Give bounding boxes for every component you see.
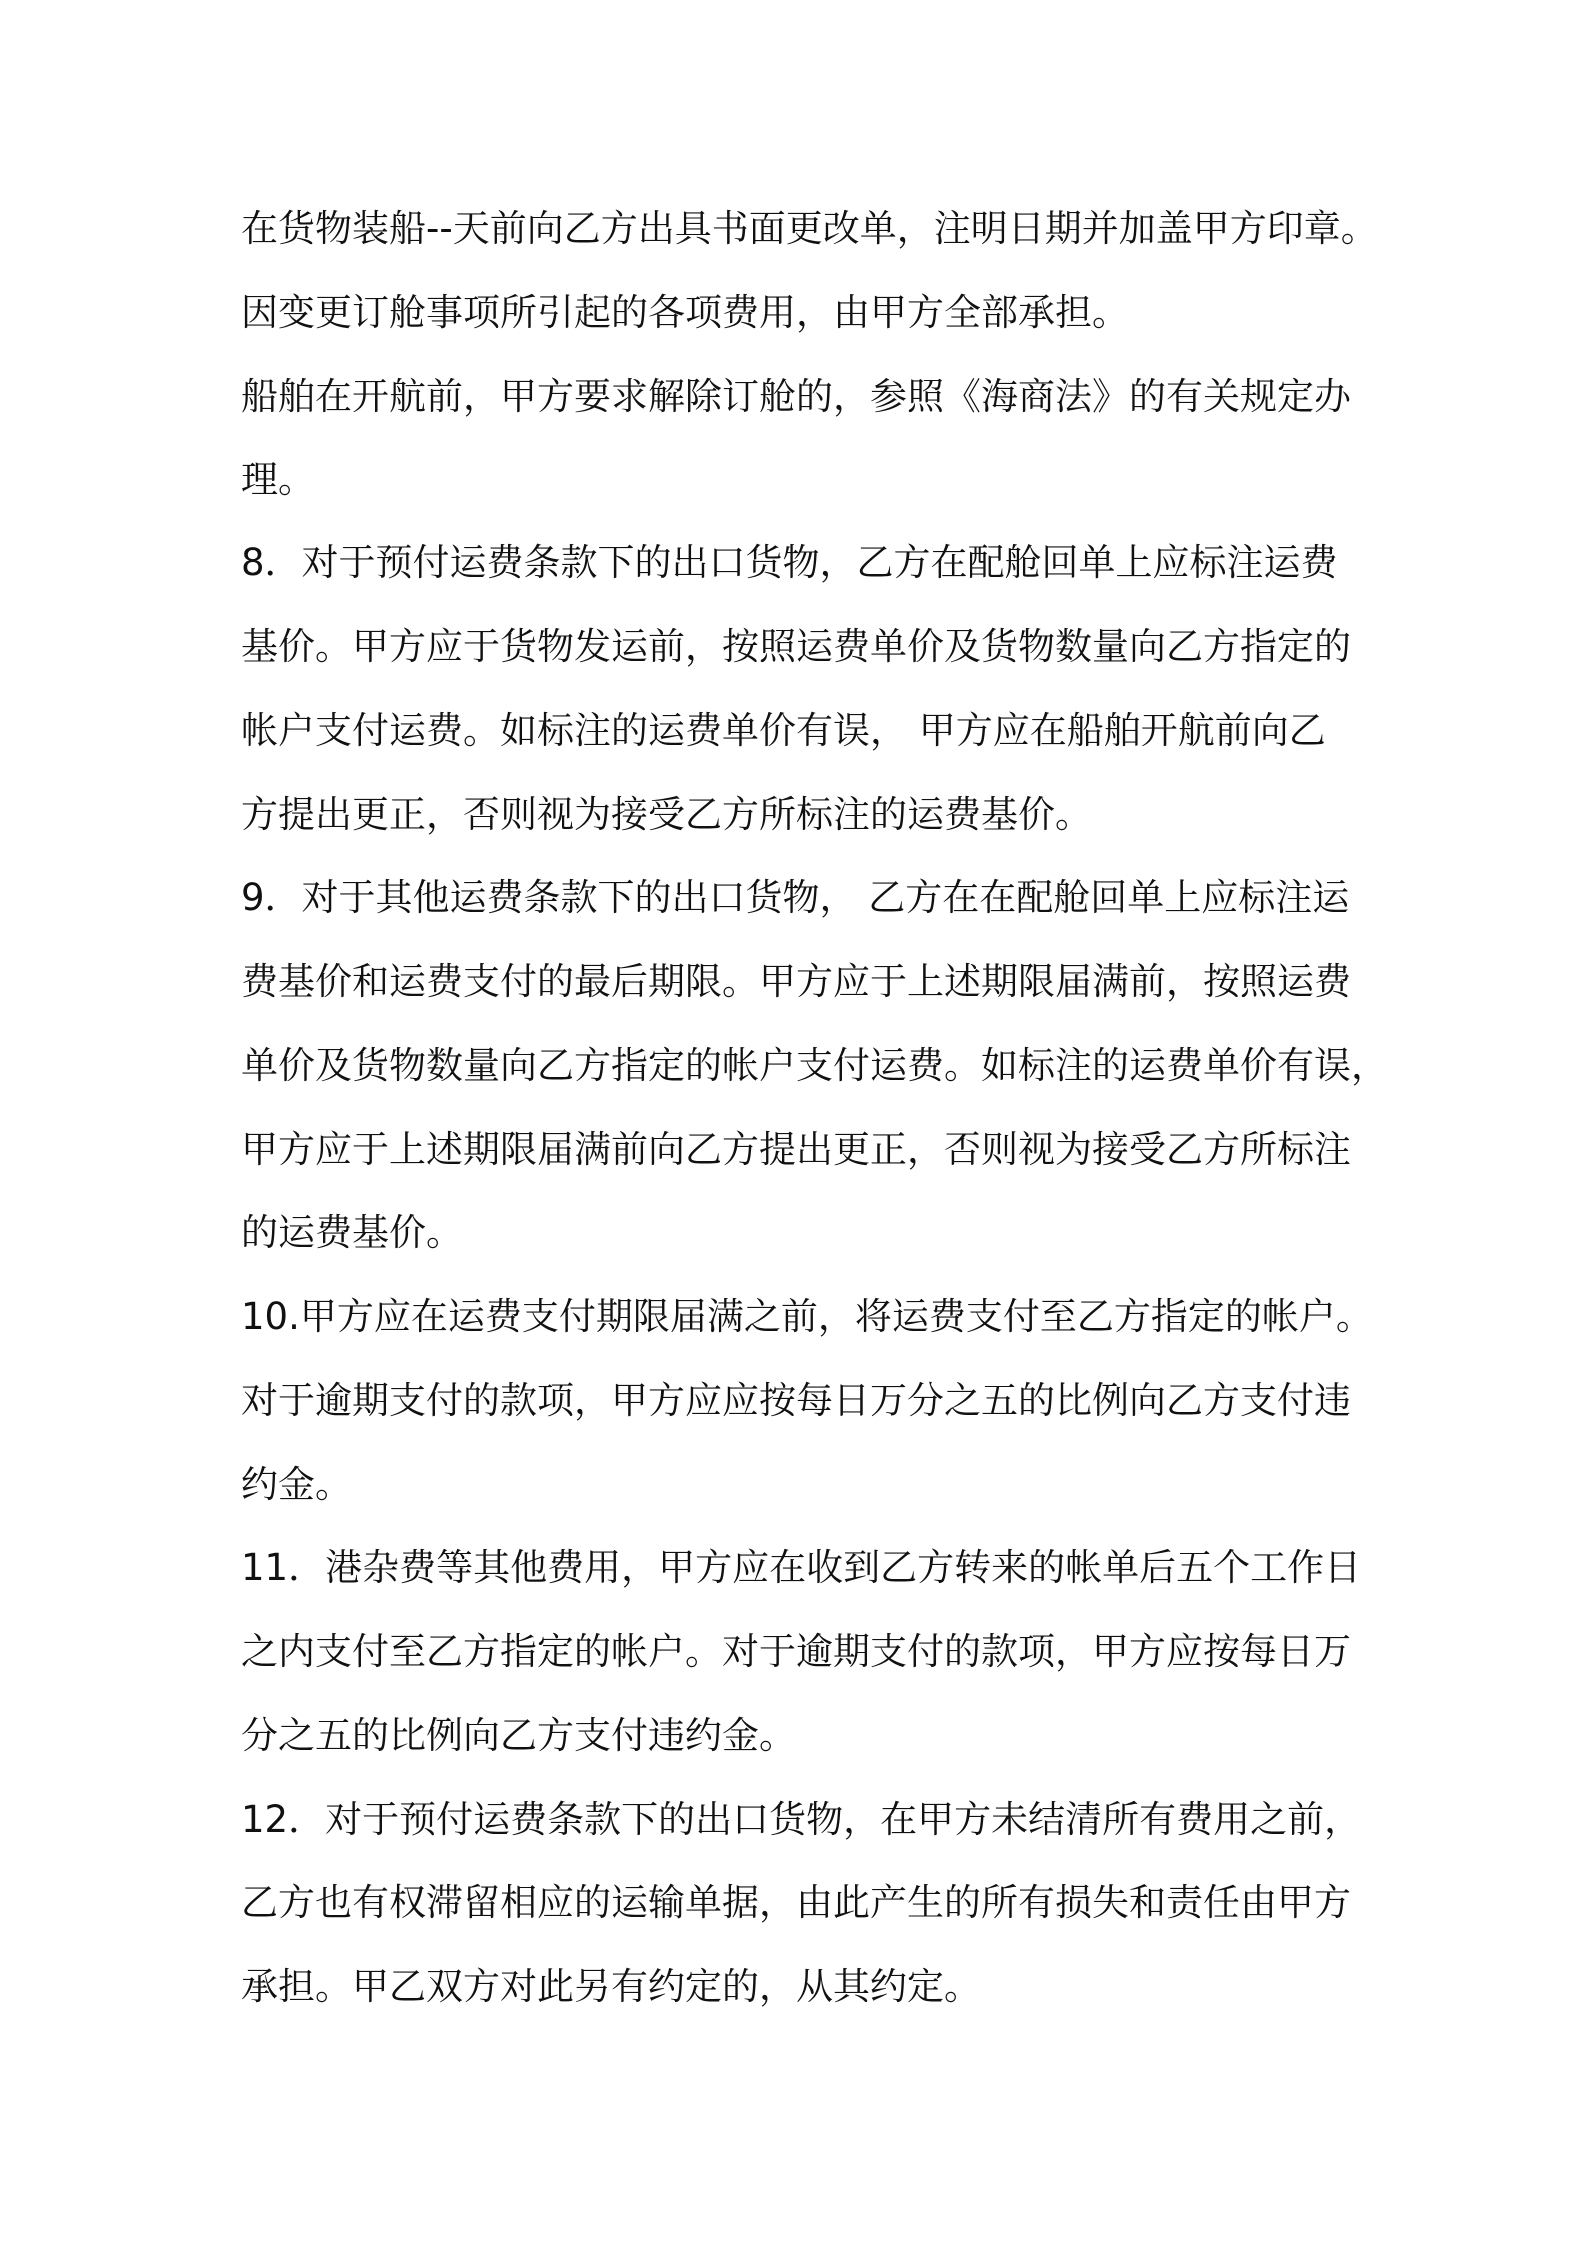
text-line: 费基价和运费支付的最后期限。甲方应于上述期限届满前，按照运费: [241, 960, 1351, 1003]
text-line: 9．对于其他运费条款下的出口货物， 乙方在在配舱回单上应标注运: [241, 876, 1350, 919]
text-line: 甲方应于上述期限届满前向乙方提出更正，否则视为接受乙方所标注: [241, 1128, 1351, 1171]
text-line: 基价。甲方应于货物发运前，按照运费单价及货物数量向乙方指定的: [241, 625, 1351, 668]
text-line: 8．对于预付运费条款下的出口货物，乙方在配舱回单上应标注运费: [241, 541, 1338, 584]
text-line: 理。: [241, 458, 315, 501]
text-line: 船舶在开航前，甲方要求解除订舱的，参照《海商法》的有关规定办: [241, 375, 1351, 418]
text-line: 11．港杂费等其他费用，甲方应在收到乙方转来的帐单后五个工作日: [241, 1546, 1362, 1589]
text-line: 对于逾期支付的款项，甲方应应按每日万分之五的比例向乙方支付违: [241, 1379, 1351, 1422]
text-line: 单价及货物数量向乙方指定的帐户支付运费。如标注的运费单价有误，: [241, 1044, 1388, 1087]
text-line: 乙方也有权滞留相应的运输单据，由此产生的所有损失和责任由甲方: [241, 1881, 1351, 1924]
text-line: 在货物装船--天前向乙方出具书面更改单，注明日期并加盖甲方印章。: [241, 207, 1378, 250]
text-line: 帐户支付运费。如标注的运费单价有误， 甲方应在船舶开航前向乙: [241, 709, 1326, 752]
text-line: 12．对于预付运费条款下的出口货物，在甲方未结清所有费用之前，: [241, 1798, 1362, 1841]
text-line: 之内支付至乙方指定的帐户。对于逾期支付的款项，甲方应按每日万: [241, 1630, 1351, 1673]
text-line: 方提出更正，否则视为接受乙方所标注的运费基价。: [241, 793, 1092, 836]
text-line: 分之五的比例向乙方支付违约金。: [241, 1714, 796, 1757]
text-line: 约金。: [241, 1463, 352, 1506]
text-line: 因变更订舱事项所引起的各项费用，由甲方全部承担。: [241, 291, 1129, 334]
text-line: 的运费基价。: [241, 1211, 463, 1254]
text-line: 承担。甲乙双方对此另有约定的，从其约定。: [241, 1965, 981, 2008]
text-line: 10.甲方应在运费支付期限届满之前，将运费支付至乙方指定的帐户。: [241, 1295, 1373, 1338]
